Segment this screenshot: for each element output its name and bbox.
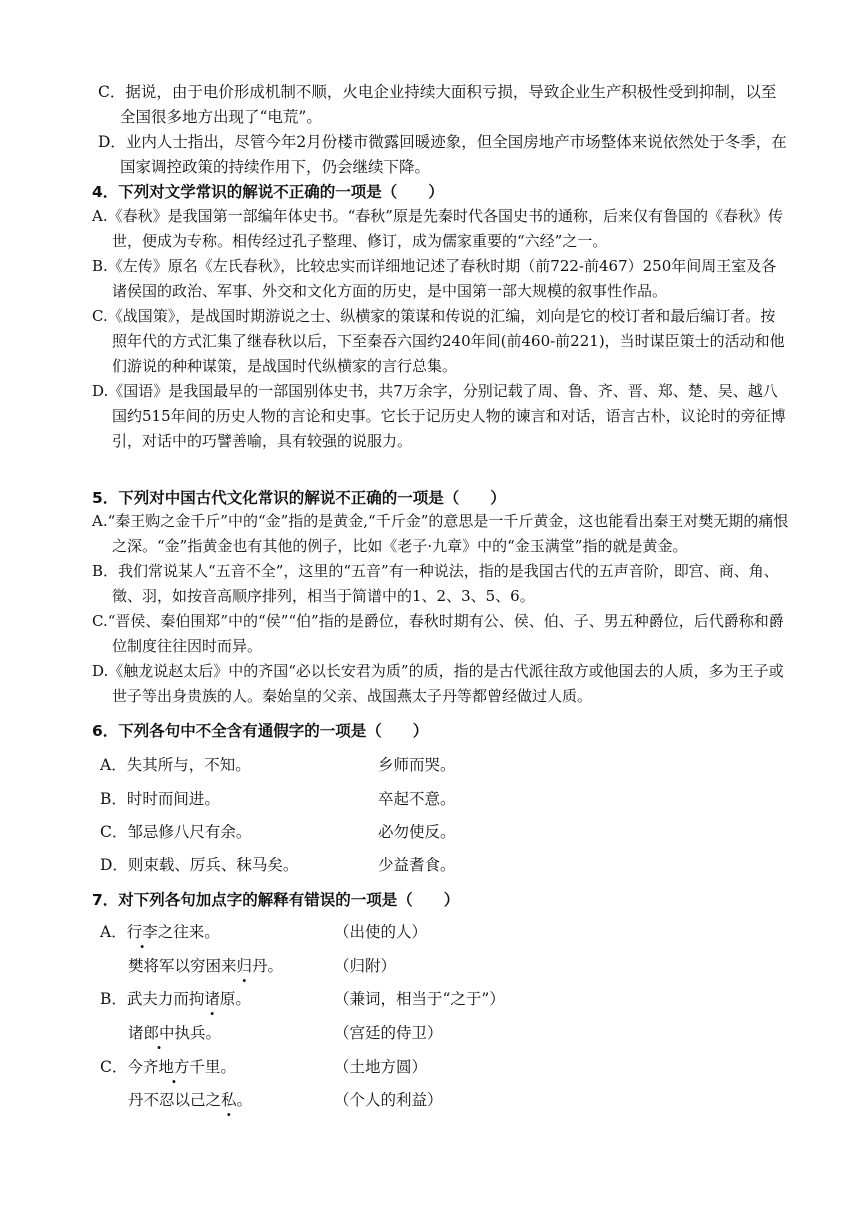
q5-options [92, 509, 790, 709]
q7-gloss-c2: （个人的利益） [334, 1091, 443, 1109]
q7-dotted-word: 归 [236, 957, 253, 975]
q6-row-c-right: 必勿使反。 [378, 823, 456, 841]
q7-gloss-c1: （土地方圆） [334, 1058, 428, 1076]
q5-option-b: B．我们常说某人“五音不全”，这里的“五音”有一种说法，指的是我国古代的五声音阶，即宫、商、角、徵、羽，如按音高顺序排列，相当于简谱中的1、2、3、5、6。 [92, 562, 779, 605]
q3-option-d: D．业内人士指出，尽管今年2月份楼市微露回暖迹象，但全国房地产市场整体来说依然处于冬季，在国家调控政策的持续作用下，仍会继续下降。 [98, 133, 787, 176]
q3-options [92, 80, 790, 180]
q4-option-b: B.《左传》原名《左氏春秋》，比较忠实而详细地记述了春秋时期（前722-前467）250年间周王室及各诸侯国的政治、军事、外交和文化方面的历史，是中国第一部大规模的叙事性作品。 [92, 257, 777, 300]
q7-sentence-post: 原。 [219, 990, 251, 1008]
q7-sentence-post: 千里。 [189, 1058, 236, 1076]
q7-sentence-pre: 诸 [128, 1024, 144, 1042]
q6-row-d-right: 少益耆食。 [378, 856, 456, 874]
q6-row-d-left: D．则束载、厉兵、秣马矣。 [100, 856, 299, 874]
q7-sentence-post: 丹。 [252, 957, 284, 975]
q7-gloss-b1: （兼词，相当于“之于”） [334, 990, 505, 1008]
q7-gloss-a1: （出使的人） [334, 923, 428, 941]
q7-sentence-post: 执兵。 [174, 1024, 222, 1042]
q7-dotted-word: 行李 [126, 923, 158, 941]
q7-option-label: C． [100, 1058, 128, 1076]
q4-options [92, 204, 790, 454]
q7-option-label: A． [100, 923, 127, 941]
q7-dotted-word: 郎中 [143, 1024, 175, 1042]
q7-gloss-b2: （宫廷的侍卫） [334, 1024, 443, 1042]
q7-sentence-post: 。 [236, 1091, 253, 1109]
q3-option-c: C．据说，由于电价形成机制不顺，火电企业持续大面积亏损，导致企业生产积极性受到抑制，以至全国很多地方出现了“电荒”。 [98, 83, 777, 126]
q4-option-a: A.《春秋》是我国第一部编年体史书。“春秋”原是先秦时代各国史书的通称，后来仅有鲁国的《春秋》传世，便成为专称。相传经过孔子整理、修订，成为儒家重要的“六经”之一。 [92, 207, 783, 250]
q6-row-b-left: B．时时而间进。 [100, 790, 220, 808]
q7-gloss-a2: （归附） [334, 957, 397, 975]
q5-title: 5．下列对中国古代文化常识的解说不正确的一项是（ ） [92, 489, 506, 507]
q7-option-label: B． [100, 990, 127, 1008]
q7-dotted-word: 诸 [204, 990, 220, 1008]
q7-dotted-word: 私 [221, 1091, 237, 1109]
q7-sentence-pre: 武夫力而拘 [126, 990, 205, 1008]
q7-sentence-post: 之往来。 [157, 923, 220, 941]
q6-row-c-left: C．邹忌修八尺有余。 [100, 823, 252, 841]
q6-row-b-right: 卒起不意。 [378, 790, 456, 808]
q6-title: 6．下列各句中不全含有通假字的一项是（ ） [92, 722, 429, 740]
q6-row-a-right: 乡师而哭。 [378, 756, 456, 774]
q7-sentence-pre: 丹不忍以己之 [128, 1091, 222, 1109]
q7-sentence-pre: 今齐 [127, 1058, 159, 1076]
q7-title: 7．对下列各句加点字的解释有错误的一项是（ ） [92, 891, 460, 909]
q7-dotted-word: 地方 [158, 1058, 190, 1076]
q7-row-c2 [128, 1088, 252, 1113]
q5-option-a: A.“秦王购之金千斤”中的“金”指的是黄金,“千斤金”的意思是一千斤黄金，这也能看出秦王对樊无期的痛恨之深。“金”指黄金也有其他的例子，比如《老子·九章》中的“金玉满堂”指的就是黄金。 [92, 512, 789, 555]
q7-row-b2 [128, 1021, 221, 1046]
q7-row-b1 [100, 987, 251, 1012]
q7-sentence-pre: 樊将军以穷困来 [128, 957, 237, 975]
q4-title: 4．下列对文学常识的解说不正确的一项是（ ） [92, 183, 444, 201]
q4-option-c: C.《战国策》，是战国时期游说之士、纵横家的策谋和传说的汇编，刘向是它的校订者和最后编订者。按照年代的方式汇集了继春秋以后，下至秦吞六国约240年间(前460-前221)，当时谋臣策士的活动和他们游说的种种谋策，是战国时代纵横家的言行总集。 [92, 307, 785, 375]
q5-option-d: D.《触龙说赵太后》中的齐国“必以长安君为质”的质，指的是古代派往敌方或他国去的人质，多为王子或世子等出身贵族的人。秦始皇的父亲、战国燕太子丹等都曾经做过人质。 [92, 662, 784, 705]
q6-row-a-left: A．失其所与，不知。 [100, 756, 251, 774]
q7-row-c1 [100, 1055, 236, 1080]
q7-row-a2 [128, 954, 283, 979]
q5-option-c: C.“晋侯、秦伯围郑”中的“侯”“伯”指的是爵位，春秋时期有公、侯、伯、子、男五种爵位，后代爵称和爵位制度往往因时而异。 [92, 612, 784, 655]
q7-row-a1 [100, 920, 220, 945]
q4-option-d: D.《国语》是我国最早的一部国别体史书，共7万余字，分别记载了周、鲁、齐、晋、郑、楚、吴、越八国约515年间的历史人物的言论和史事。它长于记历史人物的谏言和对话，语言古朴，议论时的旁征博引，对话中的巧譬善喻，具有较强的说服力。 [92, 382, 786, 450]
